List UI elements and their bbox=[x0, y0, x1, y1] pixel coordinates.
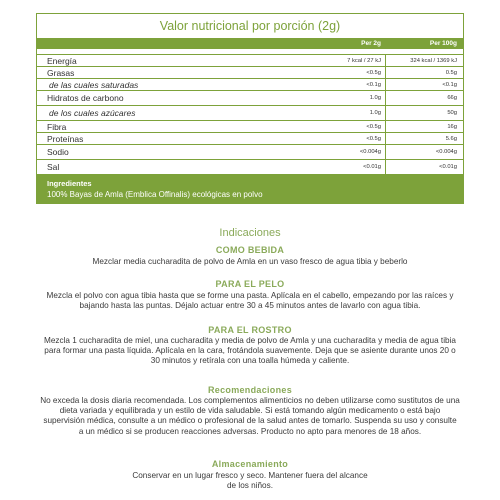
row-value-serving: 1.0g bbox=[369, 110, 381, 116]
pelo-title: PARA EL PELO bbox=[215, 279, 285, 289]
indicaciones-section bbox=[40, 227, 460, 239]
rostro-title: PARA EL ROSTRO bbox=[208, 325, 292, 335]
recomendaciones-text: No exceda la dosis diaria recomendada. Los complementos alimenticios no deben utilizarse como sustitutos de una dieta variada y equilibrada y un estilo de vida saludable. Si está tomando algún medicamento o está bajo supervisión médica, consulte a un médico o profesional de la salud antes de tomarlo. Suspenda su uso y consulte a un médico si se producen reacciones adversas. Producto no apto para menores de 18 años. bbox=[40, 396, 460, 436]
row-label: Energía bbox=[47, 55, 77, 66]
row-value-serving: <0.01g bbox=[363, 164, 381, 170]
almacenamiento-text: Conservar en un lugar fresco y seco. Mantener fuera del alcance de los niños. bbox=[132, 471, 368, 491]
row-value-100g: 5.6g bbox=[385, 133, 463, 144]
row-value-100g: 324 kcal / 1369 kJ bbox=[385, 55, 463, 66]
table-row bbox=[37, 91, 463, 106]
bebida-text: Mezclar media cucharadita de polvo de Amla en un vaso fresco de agua tibia y beberlo bbox=[92, 257, 408, 266]
row-label: de las cuales saturadas bbox=[49, 79, 139, 90]
almacenamiento-section bbox=[40, 459, 460, 491]
table-row bbox=[37, 55, 463, 67]
row-value-serving: <0.5g bbox=[366, 123, 381, 130]
ingredients-text: 100% Bayas de Amla (Emblica Offinalis) ecológicas en polvo bbox=[47, 190, 263, 199]
recomendaciones-section bbox=[40, 385, 460, 437]
row-label: Sal bbox=[47, 162, 60, 172]
table-row bbox=[37, 145, 463, 160]
row-value-100g: <0.004g bbox=[385, 145, 463, 159]
rostro-section bbox=[40, 325, 460, 367]
row-label: Fibra bbox=[47, 121, 67, 132]
row-value-100g: <0.1g bbox=[385, 79, 463, 90]
recomendaciones-title: Recomendaciones bbox=[207, 385, 293, 395]
row-label: Grasas bbox=[47, 67, 75, 78]
pelo-section bbox=[40, 279, 460, 311]
row-value-serving: <0.004g bbox=[359, 149, 381, 155]
row-value-serving: <0.5g bbox=[366, 69, 381, 76]
bebida-title: COMO BEBIDA bbox=[215, 245, 285, 255]
row-value-serving: 7 kcal / 27 kJ bbox=[347, 57, 381, 64]
table-row bbox=[37, 79, 463, 91]
table-row bbox=[37, 160, 463, 175]
row-value-100g: <0.01g bbox=[385, 160, 463, 174]
table-row bbox=[37, 67, 463, 79]
header-per-100g: Per 100g bbox=[429, 40, 457, 47]
table-row bbox=[37, 133, 463, 145]
row-value-100g: 0.5g bbox=[385, 67, 463, 78]
row-value-serving: <0.5g bbox=[366, 135, 381, 142]
bebida-section bbox=[40, 245, 460, 267]
nutrition-title: Valor nutricional por porción (2g) bbox=[159, 19, 341, 33]
header-empty-cell bbox=[37, 38, 317, 49]
table-row bbox=[37, 106, 463, 121]
ingredients-box bbox=[37, 175, 463, 203]
almacenamiento-title: Almacenamiento bbox=[211, 459, 289, 469]
row-value-serving: 1.0g bbox=[369, 95, 381, 101]
pelo-text: Mezcla el polvo con agua tibia hasta que se forme una pasta. Aplícala en el cabello, empezando por las raíces y bajando hasta las puntas. Déjalo actuar entre 30 a 45 minutos antes de lavarlo con agua tibia. bbox=[46, 291, 454, 311]
row-value-serving: <0.1g bbox=[366, 81, 381, 88]
rostro-text: Mezcla 1 cucharadita de miel, una cucharadita y media de polvo de Amla y una cucharadita y media de agua tibia para formar una pasta líquida. Aplícala en la cara, frotándola suavemente. Deja que se asiente durante unos 20 o 30 minutos y retírala con una toalla húmeda y caliente. bbox=[44, 336, 456, 366]
nutrition-header-row bbox=[37, 38, 463, 49]
row-value-100g: 50g bbox=[385, 106, 463, 120]
table-row bbox=[37, 121, 463, 133]
row-label: Proteínas bbox=[47, 133, 84, 144]
row-label: de los cuales azúcares bbox=[49, 108, 136, 118]
row-label: Hidratos de carbono bbox=[47, 93, 124, 103]
header-per-serving: Per 2g bbox=[361, 40, 381, 47]
ingredients-label: Ingredientes bbox=[47, 179, 92, 188]
row-value-100g: 66g bbox=[385, 91, 463, 105]
row-value-100g: 16g bbox=[385, 121, 463, 132]
row-label: Sodio bbox=[47, 147, 69, 157]
nutrition-table bbox=[36, 13, 464, 204]
indicaciones-title: Indicaciones bbox=[219, 227, 281, 239]
